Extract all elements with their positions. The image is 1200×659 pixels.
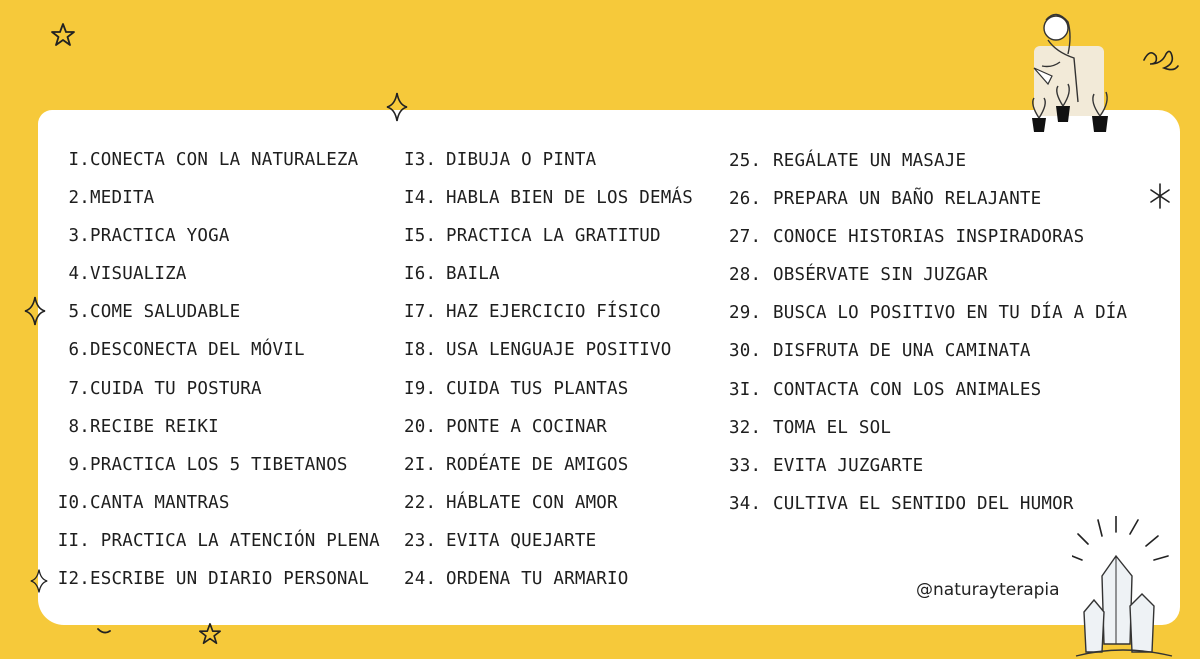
item-number: I. bbox=[68, 150, 90, 170]
list-item bbox=[404, 255, 693, 293]
item-text: CONTACTA CON LOS ANIMALES bbox=[773, 379, 1042, 400]
item-number: 7. bbox=[68, 378, 90, 399]
list-item bbox=[54, 522, 380, 560]
item-number: I0. bbox=[57, 492, 90, 513]
item-number: 20. bbox=[404, 416, 437, 437]
item-number: 34. bbox=[729, 493, 762, 514]
item-text: USA LENGUAJE POSITIVO bbox=[446, 340, 672, 361]
star-doodle-icon bbox=[50, 22, 76, 48]
item-number: 28. bbox=[729, 265, 762, 286]
list-column-2 bbox=[404, 141, 693, 598]
item-text: ESCRIBE UN DIARIO PERSONAL bbox=[90, 569, 370, 590]
item-number: 5. bbox=[68, 302, 90, 323]
item-number: I5. bbox=[404, 226, 437, 247]
item-text: DESCONECTA DEL MÓVIL bbox=[90, 340, 305, 361]
item-text: PREPARA UN BAÑO RELAJANTE bbox=[773, 189, 1042, 210]
item-text: OBSÉRVATE SIN JUZGAR bbox=[773, 265, 988, 286]
item-number: I3. bbox=[404, 150, 437, 170]
item-text: REGÁLATE UN MASAJE bbox=[773, 151, 967, 171]
asterisk-doodle-icon bbox=[1148, 182, 1172, 210]
list-item bbox=[404, 179, 693, 217]
item-text: CUIDA TU POSTURA bbox=[90, 378, 262, 399]
list-item bbox=[404, 141, 693, 179]
list-item bbox=[404, 484, 693, 522]
list-item bbox=[729, 294, 1127, 332]
list-item bbox=[729, 485, 1127, 523]
list-item bbox=[54, 446, 380, 484]
item-number: 3I. bbox=[729, 379, 762, 400]
list-item bbox=[729, 332, 1127, 370]
item-number: 6. bbox=[68, 340, 90, 361]
item-text: RECIBE REIKI bbox=[90, 416, 219, 437]
item-text: RODÉATE DE AMIGOS bbox=[446, 454, 629, 475]
item-number: 33. bbox=[729, 455, 762, 476]
item-text: PONTE A COCINAR bbox=[446, 416, 608, 437]
list-item bbox=[404, 293, 693, 331]
item-text: TOMA EL SOL bbox=[773, 417, 892, 438]
item-number: I6. bbox=[404, 264, 437, 285]
item-text: VISUALIZA bbox=[90, 264, 187, 285]
sparkle-icon bbox=[386, 92, 408, 122]
item-text: EVITA JUZGARTE bbox=[773, 455, 924, 476]
list-item bbox=[404, 217, 693, 255]
item-text: HABLA BIEN DE LOS DEMÁS bbox=[446, 188, 693, 209]
woman-watering-plants-illustration bbox=[1012, 6, 1130, 132]
list-item bbox=[54, 141, 380, 179]
item-text: PRACTICA YOGA bbox=[90, 226, 230, 247]
list-item bbox=[54, 484, 380, 522]
item-text: DISFRUTA DE UNA CAMINATA bbox=[773, 341, 1031, 362]
item-number: 32. bbox=[729, 417, 762, 438]
sparkle-icon bbox=[30, 568, 48, 594]
social-handle: @naturayterapia bbox=[916, 580, 1060, 600]
list-item bbox=[729, 447, 1127, 485]
list-item bbox=[404, 560, 693, 598]
item-text: CONOCE HISTORIAS INSPIRADORAS bbox=[773, 227, 1085, 248]
item-text: CONECTA CON LA NATURALEZA bbox=[90, 150, 359, 170]
list-item bbox=[729, 256, 1127, 294]
item-text: CULTIVA EL SENTIDO DEL HUMOR bbox=[773, 493, 1074, 514]
item-text: HAZ EJERCICIO FÍSICO bbox=[446, 302, 661, 323]
item-text: BUSCA LO POSITIVO EN TU DÍA A DÍA bbox=[773, 303, 1128, 324]
item-number: II. bbox=[57, 530, 90, 551]
item-number: 2. bbox=[68, 188, 90, 209]
swirl-doodle-icon bbox=[1140, 46, 1180, 80]
item-number: I2. bbox=[57, 569, 90, 590]
item-text: DIBUJA O PINTA bbox=[446, 150, 597, 170]
list-item bbox=[404, 408, 693, 446]
item-number: 2I. bbox=[404, 454, 437, 475]
item-text: CUIDA TUS PLANTAS bbox=[446, 378, 629, 399]
list-item bbox=[54, 560, 380, 598]
item-number: I7. bbox=[404, 302, 437, 323]
list-item bbox=[729, 371, 1127, 409]
item-number: 3. bbox=[68, 226, 90, 247]
item-text: ORDENA TU ARMARIO bbox=[446, 569, 629, 590]
item-number: 30. bbox=[729, 341, 762, 362]
item-text: EVITA QUEJARTE bbox=[446, 530, 597, 551]
list-item bbox=[729, 142, 1127, 180]
list-item bbox=[404, 331, 693, 369]
item-text: MEDITA bbox=[90, 188, 155, 209]
list-item bbox=[729, 409, 1127, 447]
item-number: 22. bbox=[404, 492, 437, 513]
list-item bbox=[54, 331, 380, 369]
item-text: BAILA bbox=[446, 264, 500, 285]
item-text: CANTA MANTRAS bbox=[90, 492, 230, 513]
item-text: COME SALUDABLE bbox=[90, 302, 241, 323]
list-item bbox=[54, 370, 380, 408]
list-item bbox=[729, 218, 1127, 256]
item-number: I9. bbox=[404, 378, 437, 399]
item-number: 23. bbox=[404, 530, 437, 551]
item-number: 24. bbox=[404, 569, 437, 590]
item-number: 27. bbox=[729, 227, 762, 248]
list-item bbox=[404, 522, 693, 560]
item-text: HÁBLATE CON AMOR bbox=[446, 492, 618, 513]
list-item bbox=[54, 408, 380, 446]
list-item bbox=[404, 446, 693, 484]
list-item bbox=[54, 255, 380, 293]
item-number: 8. bbox=[68, 416, 90, 437]
star-doodle-icon bbox=[198, 622, 222, 646]
item-number: 4. bbox=[68, 264, 90, 285]
sparkle-icon bbox=[24, 296, 46, 326]
list-item bbox=[729, 180, 1127, 218]
list-column-1 bbox=[54, 141, 380, 598]
list-item bbox=[54, 179, 380, 217]
list-item bbox=[54, 293, 380, 331]
item-text: PRACTICA LA GRATITUD bbox=[446, 226, 661, 247]
item-number: 25. bbox=[729, 151, 762, 171]
item-number: 9. bbox=[68, 454, 90, 475]
item-number: I8. bbox=[404, 340, 437, 361]
item-number: 26. bbox=[729, 189, 762, 210]
list-item bbox=[54, 217, 380, 255]
list-column-3 bbox=[729, 142, 1127, 523]
item-number: 29. bbox=[729, 303, 762, 324]
item-text: PRACTICA LOS 5 TIBETANOS bbox=[90, 454, 348, 475]
item-number: I4. bbox=[404, 188, 437, 209]
crystal-illustration bbox=[1072, 516, 1176, 659]
list-item bbox=[404, 370, 693, 408]
dash-doodle-icon bbox=[96, 626, 112, 636]
item-text: PRACTICA LA ATENCIÓN PLENA bbox=[90, 530, 380, 551]
